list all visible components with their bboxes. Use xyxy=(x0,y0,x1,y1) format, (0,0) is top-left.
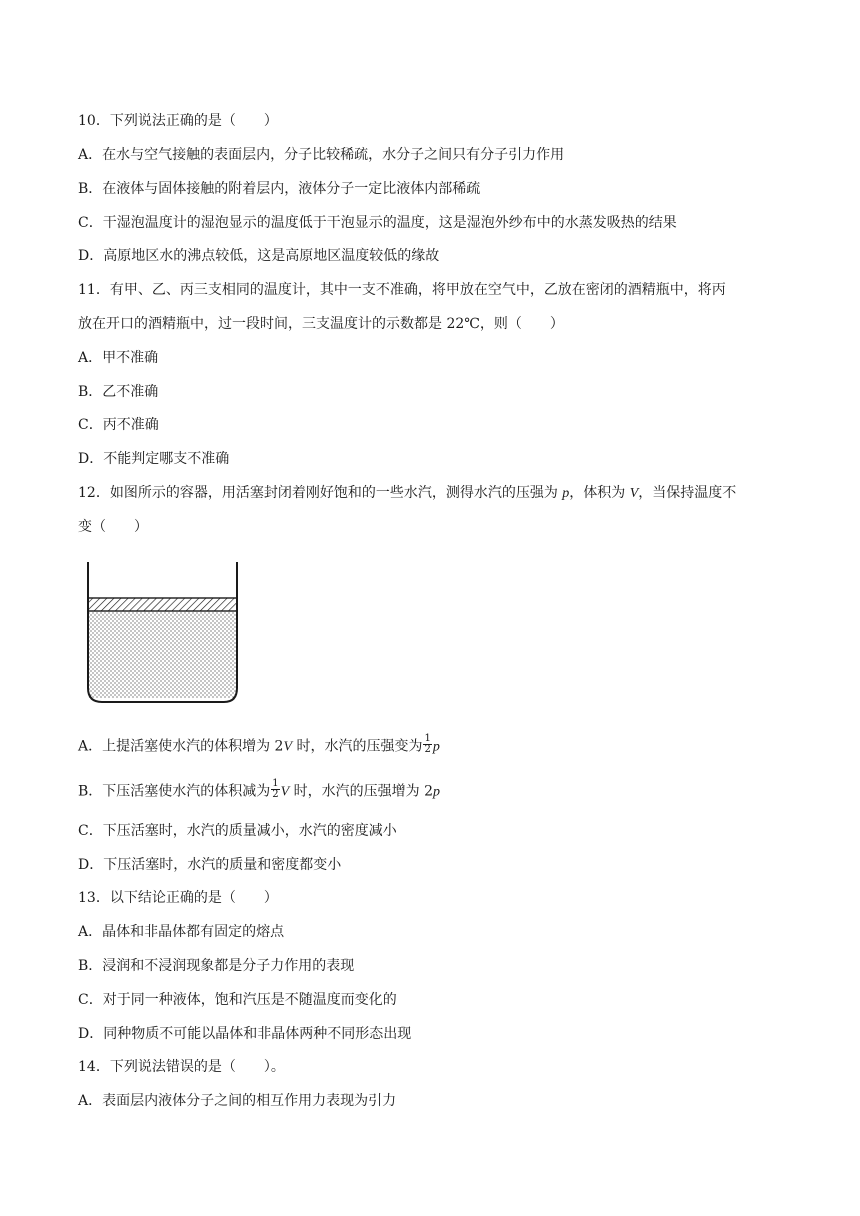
pressure-symbol: p xyxy=(562,486,570,501)
q14-option-a: A．表面层内液体分子之间的相互作用力表现为引力 xyxy=(78,1093,397,1109)
q12-stem-text: ，体积为 xyxy=(569,485,630,501)
q12-option-a xyxy=(78,733,440,758)
q12-option-b-text: 时，水汽的压强增为 2 xyxy=(289,783,434,800)
q12-option-d: D．下压活塞时，水汽的质量和密度都变小 xyxy=(78,857,342,873)
pressure-symbol: p xyxy=(432,739,440,755)
volume-symbol: V xyxy=(280,784,290,800)
q12-option-a-text: A．上提活塞使水汽的体积增为 2 xyxy=(78,738,284,755)
piston xyxy=(88,598,237,611)
q12-stem-text: 12．如图所示的容器，用活塞封闭着刚好饱和的一些水汽，测得水汽的压强为 xyxy=(78,485,563,501)
q12-option-b-text: B．下压活塞使水汽的体积减为 xyxy=(78,783,271,800)
fraction-numerator: 1 xyxy=(424,733,431,744)
q12-stem-line1 xyxy=(78,483,736,503)
q13-option-a: A．晶体和非晶体都有固定的熔点 xyxy=(78,924,285,940)
fraction-denominator: 2 xyxy=(272,789,279,800)
q11-stem-line1: 11．有甲、乙、丙三支相同的温度计，其中一支不准确，将甲放在空气中，乙放在密闭的酒精瓶中，将丙 xyxy=(78,282,726,298)
q12-option-b xyxy=(78,778,441,803)
q10-option-c: C．干湿泡温度计的湿泡显示的温度低于干泡显示的温度，这是湿泡外纱布中的水蒸发吸热的结果 xyxy=(78,215,677,231)
q14-stem: 14．下列说法错误的是（ ）。 xyxy=(78,1059,285,1075)
q11-option-a: A．甲不准确 xyxy=(78,350,159,366)
q11-option-d: D．不能判定哪支不准确 xyxy=(78,451,230,467)
q12-stem-line2: 变（ ） xyxy=(78,519,148,535)
q13-option-d: D．同种物质不可能以晶体和非晶体两种不同形态出现 xyxy=(78,1026,412,1042)
volume-symbol: V xyxy=(283,739,293,755)
q12-stem-text: ，当保持温度不 xyxy=(638,485,737,501)
fraction-one-half xyxy=(271,779,279,800)
q11-option-c: C．丙不准确 xyxy=(78,417,159,433)
pressure-symbol: p xyxy=(433,784,441,800)
q10-option-b: B．在液体与固体接触的附着层内，液体分子一定比液体内部稀疏 xyxy=(78,181,481,197)
q13-option-b: B．浸润和不浸润现象都是分子力作用的表现 xyxy=(78,958,355,974)
q12-option-a-text: 时，水汽的压强变为 xyxy=(292,738,423,755)
q13-option-c: C．对于同一种液体，饱和汽压是不随温度而变化的 xyxy=(78,992,397,1008)
fraction-numerator: 1 xyxy=(272,778,279,789)
q12-option-c: C．下压活塞时，水汽的质量减小，水汽的密度减小 xyxy=(78,823,397,839)
q10-option-a: A．在水与空气接触的表面层内，分子比较稀疏，水分子之间只有分子引力作用 xyxy=(78,147,565,163)
q11-option-b: B．乙不准确 xyxy=(78,384,159,400)
fraction-one-half xyxy=(423,734,431,755)
container-piston-figure xyxy=(86,562,240,704)
q13-stem: 13．以下结论正确的是（ ） xyxy=(78,890,278,906)
q10-stem: 10．下列说法正确的是（ ） xyxy=(78,113,278,129)
volume-symbol: V xyxy=(629,486,639,501)
q11-stem-line2: 放在开口的酒精瓶中，过一段时间，三支温度计的示数都是 22℃，则（ ） xyxy=(78,316,564,332)
fraction-denominator: 2 xyxy=(424,744,431,755)
q10-option-d: D．高原地区水的沸点较低，这是高原地区温度较低的缘故 xyxy=(78,248,440,264)
water-vapor-region xyxy=(89,611,236,698)
